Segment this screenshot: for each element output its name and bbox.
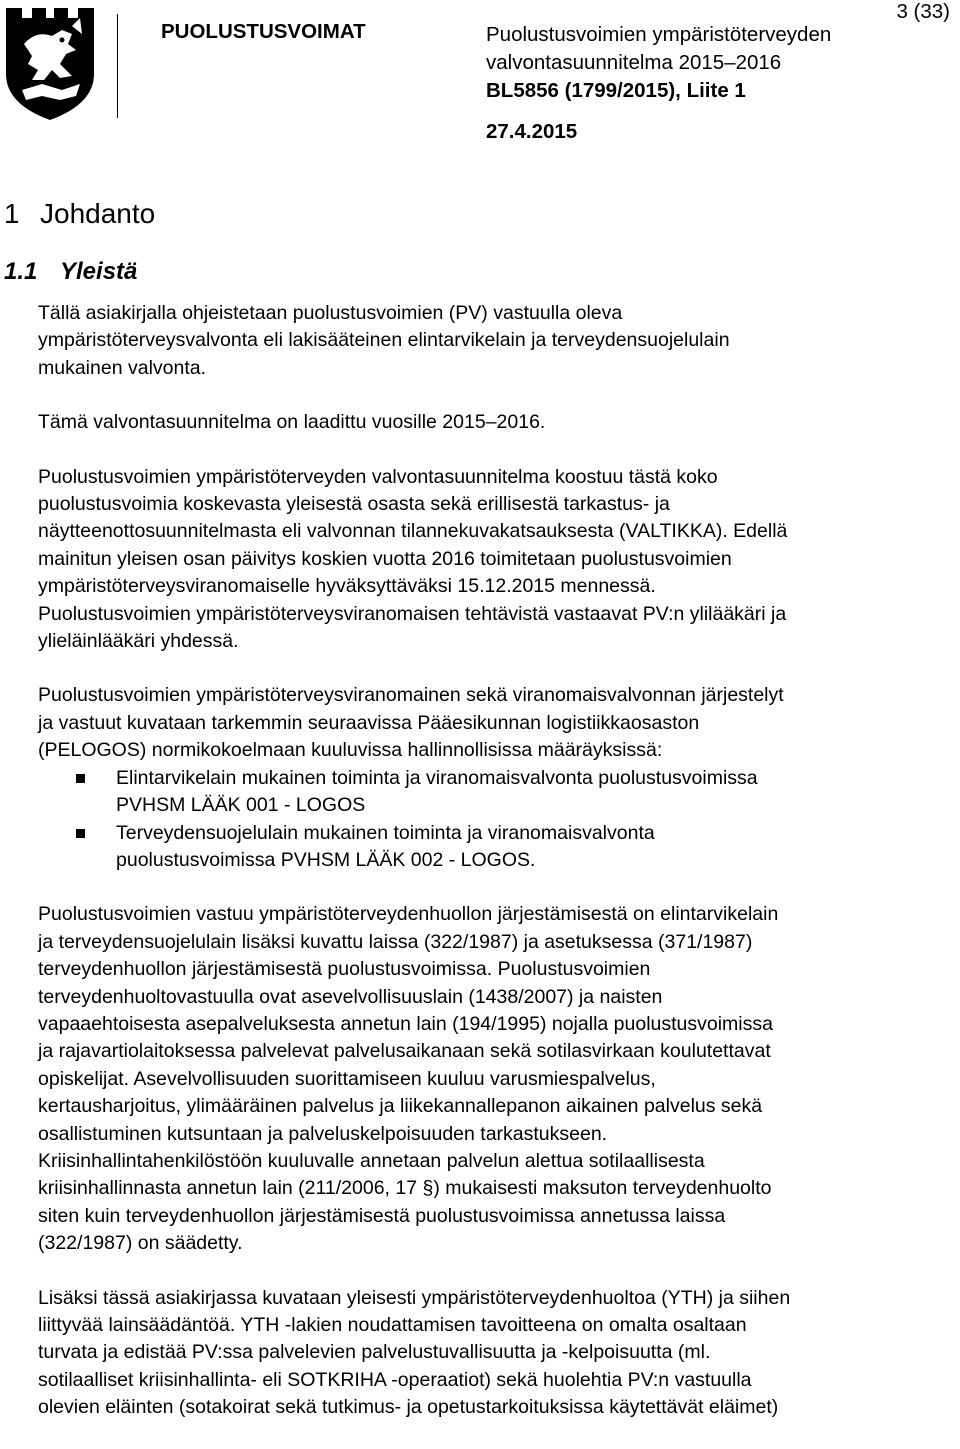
text-line: Elintarvikelain mukainen toiminta ja viranomaisvalvonta puolustusvoimissa <box>116 766 758 789</box>
subsection-number: 1.1 <box>4 258 38 285</box>
section-heading <box>4 198 155 230</box>
text-line: Puolustusvoimien ympäristöterveysviranomainen sekä viranomaisvalvonnan järjestelyt <box>38 684 784 707</box>
text-line: kertausharjoitus, ylimääräinen palvelus ja liikekannallepanon aikainen palvelus sekä <box>38 1095 763 1118</box>
title-line-2: valvontasuunnitelma 2015–2016 <box>486 51 782 74</box>
bullet-item <box>76 765 958 820</box>
text-line: ympäristöterveysviranomaiselle hyväksyttäväksi 15.12.2015 mennessä. <box>38 575 656 598</box>
text-line: ylieläinlääkäri yhdessä. <box>38 630 239 653</box>
text-line: Terveydensuojelulain mukainen toiminta ja viranomaisvalvonta <box>116 821 655 844</box>
paragraph <box>38 409 958 436</box>
section-number: 1 <box>4 198 20 229</box>
text-line: Tällä asiakirjalla ohjeistetaan puolustusvoimien (PV) vastuulla oleva <box>38 302 623 324</box>
bullet-list <box>38 765 958 875</box>
text-line: vapaaehtoisesta asepalveluksesta annetun lain (194/1995) nojalla puolustusvoimissa <box>38 1012 773 1035</box>
organization-name: PUOLUSTUSVOIMAT <box>161 20 366 43</box>
text-line: terveydenhuoltovastuulla ovat asevelvollisuuslain (1438/2007) ja naisten <box>38 985 663 1008</box>
text-line: osallistuminen kutsuntaan ja palveluskelpoisuuden tarkastukseen. <box>38 1122 608 1145</box>
paragraph <box>38 1285 958 1422</box>
text-line: olevien eläinten (sotakoirat sekä tutkimus- ja opetustarkoituksissa käytettävät eläimet) <box>38 1396 779 1419</box>
text-line: (PELOGOS) normikokoelmaan kuuluvissa hallinnollisissa määräyksissä: <box>38 739 663 762</box>
text-line: puolustusvoimissa PVHSM LÄÄK 002 - LOGOS. <box>116 848 536 871</box>
text-line: ja vastuut kuvataan tarkemmin seuraavissa Pääesikunnan logistiikkaosaston <box>38 711 700 734</box>
document-reference: BL5856 (1799/2015), Liite 1 <box>486 79 746 102</box>
document-title <box>486 21 831 105</box>
section-title: Johdanto <box>40 198 156 229</box>
coat-of-arms-lion-logo <box>2 4 98 122</box>
square-bullet-icon <box>76 774 85 783</box>
header-divider <box>117 14 118 118</box>
subsection-title: Yleistä <box>60 258 138 285</box>
title-line-1: Puolustusvoimien ympäristöterveyden <box>486 23 832 46</box>
document-date: 27.4.2015 <box>486 120 578 143</box>
text-line: ympäristöterveysvalvonta eli lakisääteinen elintarvikelain ja terveydensuojelulain <box>38 329 730 352</box>
text-line: mainitun yleisen osan päivitys koskien vuotta 2016 toimitetaan puolustusvoimien <box>38 547 732 570</box>
text-line: näytteenottosuunnitelmasta eli valvonnan tilannekuvakatsauksesta (VALTIKKA). Edellä <box>38 520 788 543</box>
paragraph <box>38 300 958 382</box>
text-line: ja rajavartiolaitoksessa palvelevat palvelusaikanaan sekä sotilasvirkaan koulutettavat <box>38 1040 771 1063</box>
body-text <box>38 300 958 1449</box>
paragraph <box>38 464 958 656</box>
paragraph <box>38 901 958 1257</box>
text-line: Lisäksi tässä asiakirjassa kuvataan yleisesti ympäristöterveydenhuoltoa (YTH) ja siihen <box>38 1286 791 1309</box>
text-line: puolustusvoimia koskevasta yleisestä osasta sekä erillisestä tarkastus- ja <box>38 493 670 516</box>
text-line: terveydenhuollon järjestämisestä puolustusvoimissa. Puolustusvoimien <box>38 958 651 981</box>
text-line: siten kuin terveydenhuollon järjestämisestä puolustusvoimissa annetussa laissa <box>38 1204 726 1227</box>
text-line: sotilaalliset kriisinhallinta- eli SOTKRIHA -operaatiot) sekä huolehtia PV:n vastuulla <box>38 1368 752 1391</box>
text-line: (322/1987) on säädetty. <box>38 1232 243 1255</box>
text-line: PVHSM LÄÄK 001 - LOGOS <box>116 794 366 817</box>
bullet-item <box>76 820 958 875</box>
text-line: opiskelijat. Asevelvollisuuden suorittamiseen kuuluu varusmiespalvelus, <box>38 1067 656 1090</box>
text-line: Puolustusvoimien ympäristöterveysviranomaisen tehtävistä vastaavat PV:n ylilääkäri ja <box>38 602 787 625</box>
paragraph <box>38 682 958 764</box>
text-line: Tämä valvontasuunnitelma on laadittu vuosille 2015–2016. <box>38 411 546 434</box>
text-line: Kriisinhallintahenkilöstöön kuuluvalle annetaan palvelun alettua sotilaallisesta <box>38 1149 705 1172</box>
subsection-heading <box>4 258 137 286</box>
text-line: Puolustusvoimien vastuu ympäristöterveydenhuollon järjestämisestä on elintarvikelain <box>38 903 779 926</box>
page-number: 3 (33) <box>896 0 950 23</box>
text-line: ja terveydensuojelulain lisäksi kuvattu laissa (322/1987) ja asetuksessa (371/1987) <box>38 930 753 953</box>
text-line: Puolustusvoimien ympäristöterveyden valvontasuunnitelma koostuu tästä koko <box>38 465 718 488</box>
text-line: turvata ja edistää PV:ssa palvelevien palvelustuvallisuutta ja -kelpoisuutta (ml. <box>38 1341 711 1364</box>
text-line: kriisinhallinnasta annetun lain (211/2006, 17 §) mukaisesti maksuton terveydenhuolto <box>38 1177 772 1200</box>
square-bullet-icon <box>76 829 85 838</box>
text-line: liittyvää lainsäädäntöä. YTH -lakien noudattamisen tavoitteena on omalta osaltaan <box>38 1314 747 1336</box>
text-line: mukainen valvonta. <box>38 356 207 379</box>
